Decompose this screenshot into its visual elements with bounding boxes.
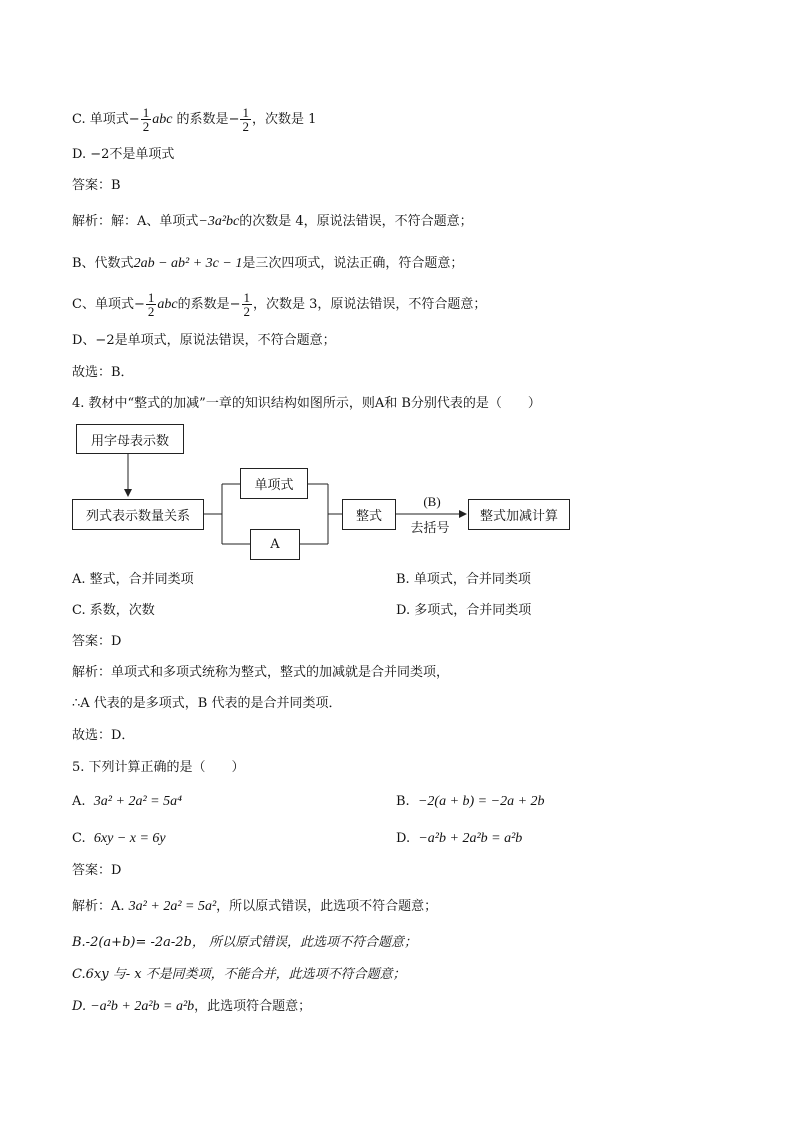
q5-analysis-c: C.6xy 与- x 不是同类项，不能合并，此选项不符合题意； bbox=[72, 967, 406, 982]
box-integral-expression: 整式 bbox=[342, 499, 396, 530]
q5-analysis-a: 解析：A. 3a² + 2a² = 5a²，所以原式错误，此选项不符合题意； bbox=[72, 899, 438, 914]
q4-answer: 答案：D bbox=[72, 634, 122, 649]
q5-analysis-b: B.-2(a+b)= -2a-2b， 所以原式错误，此选项不符合题意； bbox=[72, 935, 418, 950]
box-monomial: 单项式 bbox=[240, 468, 308, 499]
q5-option-a: A. 3a² + 2a² = 5a⁴ bbox=[72, 794, 182, 809]
box-letters-represent-numbers: 用字母表示数 bbox=[76, 424, 184, 454]
q4-option-a: A. 整式，合并同类项 bbox=[72, 572, 194, 587]
box-add-subtract-calculation: 整式加减计算 bbox=[468, 499, 570, 530]
q4-option-b: B. 单项式，合并同类项 bbox=[396, 572, 531, 587]
fraction: $\frac{1}{2}$ bbox=[142, 105, 150, 134]
q4-stem: 4. 教材中“整式的加减”一章的知识结构如图所示，则A和 B分别代表的是（ ） bbox=[72, 396, 541, 411]
q4-choice: 故选：D． bbox=[72, 728, 135, 743]
arrow-label-remove-brackets: 去括号 bbox=[410, 521, 450, 536]
q5-option-b: B. −2(a + b) = −2a + 2b bbox=[396, 794, 545, 809]
q5-answer: 答案：D bbox=[72, 863, 122, 878]
q4-option-d: D. 多项式，合并同类项 bbox=[396, 603, 532, 618]
q3-option-c: C. 单项式− $\frac{1}{2}$ abc 的系数是− $\frac{1}{2}$ ，次数是 1 bbox=[72, 105, 317, 134]
box-quantity-relation: 列式表示数量关系 bbox=[72, 499, 204, 530]
q4-analysis-2: ∴A 代表的是多项式，B 代表的是合并同类项． bbox=[72, 696, 342, 711]
q3-answer: 答案：B bbox=[72, 178, 121, 193]
q3-analysis-b: B、代数式2ab − ab² + 3c − 1是三次四项式，说法正确，符合题意； bbox=[72, 256, 464, 271]
q3-choice: 故选：B． bbox=[72, 365, 134, 380]
fraction: $\frac{1}{2}$ bbox=[242, 105, 249, 134]
fraction: $\frac{1}{2}$ bbox=[147, 290, 155, 319]
box-a: A bbox=[250, 529, 300, 560]
q4-analysis-1: 解析：单项式和多项式统称为整式，整式的加减就是合并同类项， bbox=[72, 665, 450, 680]
q3-analysis-a: 解析：解：A、单项式−3a²bc的次数是 4，原说法错误，不符合题意； bbox=[72, 214, 473, 229]
q4-option-c: C. 系数，次数 bbox=[72, 603, 155, 618]
fraction: $\frac{1}{2}$ bbox=[243, 290, 250, 319]
q5-option-d: D. −a²b + 2a²b = a²b bbox=[396, 831, 523, 846]
q3-analysis-c: C、单项式− $\frac{1}{2}$ abc的系数是− $\frac{1}{2}$ ，次数是 3，原说法错误，不符合题意； bbox=[72, 290, 487, 319]
q3-analysis-d: D、−2是单项式，原说法错误，不符合题意； bbox=[72, 333, 336, 348]
q5-stem: 5. 下列计算正确的是（ ） bbox=[72, 760, 245, 775]
q5-analysis-d: D. −a²b + 2a²b = a²b，此选项符合题意； bbox=[72, 999, 312, 1014]
arrow-label-b: (B) bbox=[423, 494, 441, 509]
q3-option-d: D. −2不是单项式 bbox=[72, 147, 175, 162]
q5-option-c: C. 6xy − x = 6y bbox=[72, 831, 166, 846]
